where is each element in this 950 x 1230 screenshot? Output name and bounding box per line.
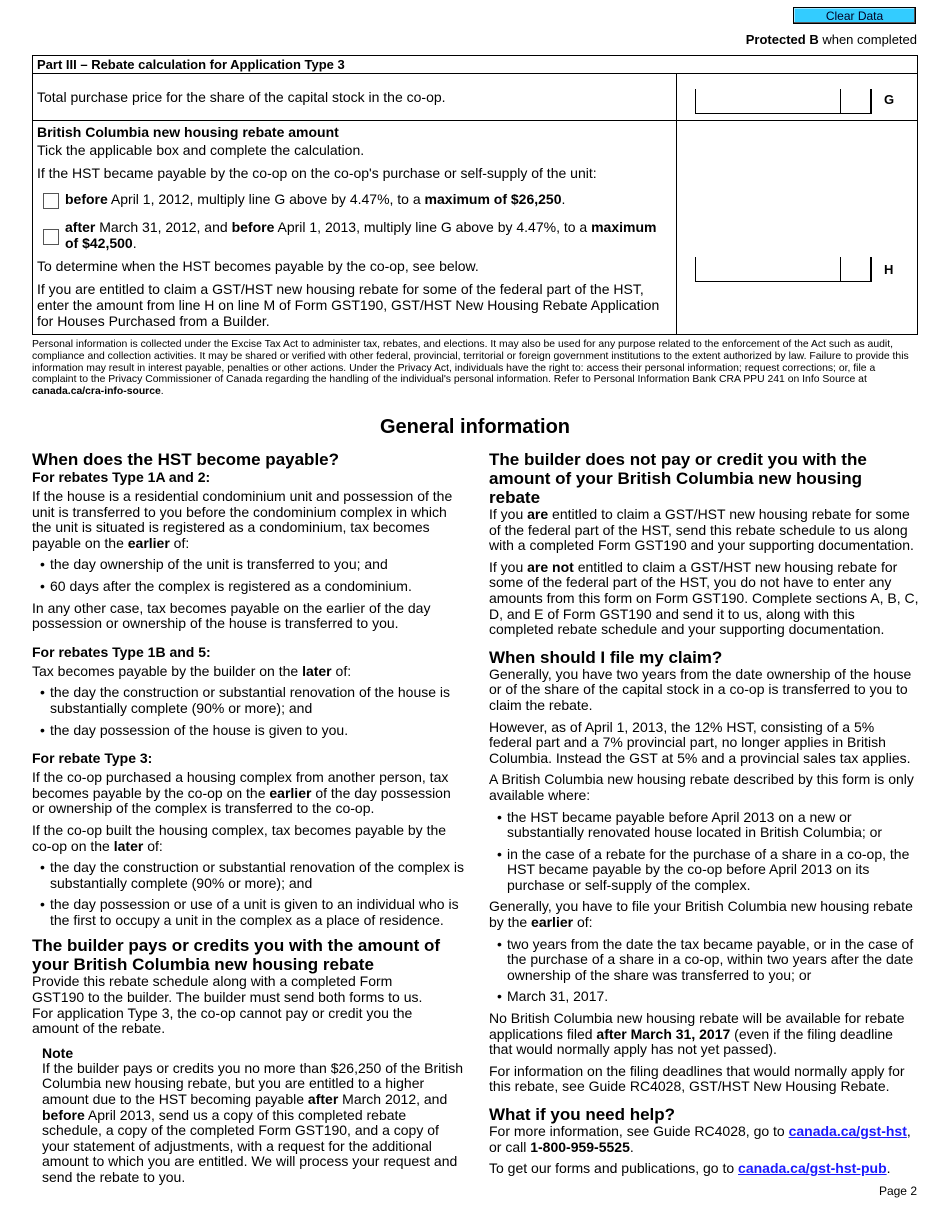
opt1-text1: April 1, 2012, multiply line G above by 4.47%, to a xyxy=(107,191,425,207)
need-help-heading: What if you need help? xyxy=(489,1105,676,1124)
type-1a-2-list xyxy=(40,557,464,594)
type-1a-2-text xyxy=(32,489,464,551)
note-d: before xyxy=(42,1106,85,1123)
note-title: Note xyxy=(42,1044,74,1061)
p3ba: If the co-op built the housing complex, tax becomes payable by the co-op on the xyxy=(32,821,447,854)
file-list-2 xyxy=(497,937,919,1005)
p3bb: later xyxy=(113,837,144,854)
line-h-label: H xyxy=(884,262,894,277)
file-text-5 xyxy=(489,1011,919,1058)
list-item: • March 31, 2017. xyxy=(497,989,919,1005)
ph1c: or call xyxy=(489,1138,531,1155)
note-b: after xyxy=(307,1091,339,1108)
note-a: If the builder pays or credits you no more than $26,250 of the British Columbia new housing rebate, but you are entitled to a higher amount due to the HST becoming payable xyxy=(42,1059,464,1108)
file-text-1: Generally, you have two years from the date ownership of the house or of the share of the capital stock in a co-op is transferred to you to claim the rebate. xyxy=(489,665,912,713)
list-item: • the day possession of the house is given to you. xyxy=(40,723,464,739)
type-1b-5-list xyxy=(40,685,464,738)
part3-table xyxy=(32,55,918,335)
builder-not-pay-heading: The builder does not pay or credit you with the amount of your British Columbia new housing rebate xyxy=(489,450,867,507)
type-3-built-text xyxy=(32,823,464,854)
tick-instruction: Tick the applicable box and complete the calculation. xyxy=(37,142,365,158)
type-3-purchased-text xyxy=(32,770,464,817)
determine-text: To determine when the HST becomes payable by the co-op, see below. xyxy=(37,258,479,274)
opt1-bold1: before xyxy=(65,191,108,207)
p1a2a: If the house is a residential condominium unit and possession of the unit is transferred to you before the condominium complex in which the unit is situated is registered as a condominium, tax becomes payable on the xyxy=(32,488,453,551)
phone-number: 1-800-959-5525 xyxy=(530,1138,630,1155)
gst-hst-link[interactable]: canada.ca/gst-hst xyxy=(788,1123,907,1139)
list-item: • 60 days after the complex is registered as a condominium. xyxy=(40,579,464,595)
part3-title: Part III – Rebate calculation for Application Type 3 xyxy=(33,56,917,74)
note-block xyxy=(42,1045,464,1186)
note-c: March 2012, and xyxy=(338,1091,448,1108)
file-text-4 xyxy=(489,899,919,930)
when-file-heading: When should I file my claim? xyxy=(489,647,723,667)
left-column xyxy=(32,450,464,1192)
option-after-2012 xyxy=(65,219,665,251)
list-item: • the HST became payable before April 2013 on a new or substantially renovated house located in British Columbia; or xyxy=(497,810,919,841)
bc-rebate-heading: British Columbia new housing rebate amount xyxy=(37,124,339,140)
note-e: April 2013, send us a copy of this completed rebate schedule, a copy of the completed Form GST190, and a copy of your statement of adjustments, with a request for the additional amount to which you are entitled. We will process your request and send the rebate to you. xyxy=(42,1106,458,1185)
p1b5a: Tax becomes payable by the builder on the xyxy=(32,662,303,679)
p1b5b: later xyxy=(302,662,332,679)
file-text-6: For information on the filing deadlines that would normally apply for this rebate, see Guide RC4028, GST/HST New Housing Rebate. xyxy=(489,1062,905,1095)
opt2-text3: . xyxy=(132,235,137,251)
p3ab: earlier xyxy=(269,784,312,801)
privacy-text: Personal information is collected under the Excise Tax Act to administer tax, rebates, and elections. It may also be used for any purpose related to the enforcement of the Act such as audit, compliance and collection activities. It may be shared or verified with other federal, provincial, territorial or foreign government institutions to the extent authorized by law. Failure to provide this information may result in interest payable, penalties or other actions. Under the Privacy Act, individuals have the right to: access their personal information; request corrections; or, file a complaint to the Privacy Commissioner of Canada regarding the handling of the individual's personal information. Refer to Personal Information Bank CRA PPU 241 on Info Source at xyxy=(32,339,909,386)
p1a2c: of: xyxy=(169,534,190,551)
pf4c: of: xyxy=(573,914,593,931)
opt1-bold2: maximum of $26,250 xyxy=(424,191,562,207)
line-g-description: Total purchase price for the share of the capital stock in the co-op. xyxy=(37,89,446,105)
p3bc: of: xyxy=(143,837,163,854)
opt2-bold2: before xyxy=(231,219,275,235)
ph1a: For more information, see Guide RC4028, go to xyxy=(489,1123,789,1139)
page-number: Page 2 xyxy=(878,1184,917,1198)
list-item: • the day ownership of the unit is transferred to you; and xyxy=(40,557,464,573)
opt1-text2: . xyxy=(561,191,566,207)
option-before-2012 xyxy=(65,191,565,207)
type-1b-5-text xyxy=(32,664,464,680)
row-line-g xyxy=(33,74,917,121)
when-payable-heading: When does the HST become payable? xyxy=(32,450,340,469)
after-2012-checkbox[interactable] xyxy=(43,229,59,245)
protected-b-suffix: when completed xyxy=(818,32,917,47)
other-case-text: In any other case, tax becomes payable on the earlier of the day possession or ownership of the house is transferred to you. xyxy=(32,599,431,632)
line-g-label: G xyxy=(884,92,895,107)
note-text xyxy=(42,1061,464,1186)
opt2-text1: March 31, 2012, and xyxy=(95,219,232,235)
builder-pays-text: Provide this rebate schedule along with a completed Form GST190 to the builder. The builder must send both forms to us. For application Type 3, the co-op cannot pay or credit you the amount of the rebate. xyxy=(32,973,423,1037)
ph1b: , xyxy=(906,1123,911,1139)
pnot-c: entitled to claim a GST/HST new housing rebate for some of the federal part of the HST, you do not have to enter any amounts from this form on Form GST190. Complete sections A, B, C, D, and E of Form GST190 and send it to us, along with this completed rebate schedule and your supporting documentation. xyxy=(489,558,919,638)
p3ac: of the day possession or ownership of the complex is transferred to the co-op. xyxy=(32,784,451,817)
list-item: • in the case of a rebate for the purchase of a share in a co-op, the HST became payable by the co-op before April 2013 on its purchase or self-supply of the complex. xyxy=(497,847,919,894)
line-h-amount-input[interactable] xyxy=(695,257,872,282)
privacy-notice xyxy=(32,339,917,398)
p1b5c: of: xyxy=(331,662,352,679)
list-item: • the day possession or use of a unit is given to an individual who is the first to occupy a unit in the complex as a place of residence. xyxy=(40,897,464,928)
pnot-a: If you xyxy=(489,558,528,575)
pare-a: If you xyxy=(489,506,528,522)
type-3-list xyxy=(40,860,464,928)
list-item: • the day the construction or substantial renovation of the complex is substantially complete (90% or more); and xyxy=(40,860,464,891)
if-hst-text: If the HST became payable by the co-op on the co-op's purchase or self-supply of the unit: xyxy=(37,165,597,181)
protected-b-label: Protected B xyxy=(745,32,819,47)
general-information-title: General information xyxy=(379,416,571,438)
gst-hst-pub-link[interactable]: canada.ca/gst-hst-pub xyxy=(738,1160,887,1177)
clear-data-button[interactable]: Clear Data xyxy=(793,7,916,24)
help-text-1 xyxy=(489,1124,919,1155)
not-entitled-text xyxy=(489,560,919,638)
file-text-2: However, as of April 1, 2013, the 12% HST, consisting of a 5% federal part and a 7% provincial part, no longer applies in British Columbia. Instead the GST at 5% and a provincial sales tax applies. xyxy=(489,718,911,766)
are-entitled-text xyxy=(489,507,919,554)
line-g-amount-input[interactable] xyxy=(695,89,872,114)
right-column xyxy=(489,450,919,1183)
ph2b: . xyxy=(886,1160,891,1177)
pare-c: entitled to claim a GST/HST new housing rebate for some of the federal part of the HST, send this rebate schedule to us along with a completed Form GST190 and your supporting documentation. xyxy=(489,506,914,554)
type-3-heading: For rebate Type 3: xyxy=(32,750,153,767)
file-list-1 xyxy=(497,810,919,894)
pf4b: earlier xyxy=(531,914,574,931)
pf5a: No British Columbia new housing rebate will be available for rebate applications filed xyxy=(489,1010,905,1042)
list-item: • two years from the date the tax became payable, or in the case of the purchase of a share in a co-op, within two years after the date ownership of the share was transferred to you; or xyxy=(497,937,919,984)
opt2-text2: April 1, 2013, multiply line G above by 4.47%, to a xyxy=(274,219,592,235)
entitled-text: If you are entitled to claim a GST/HST new housing rebate for some of the federal part of the HST, enter the amount from line H on line M of Form GST190, GST/HST New Housing Rebate Application for Houses Purchased from a Builder. xyxy=(37,281,660,329)
p1a2b: earlier xyxy=(127,534,170,551)
type-1b-5-heading: For rebates Type 1B and 5: xyxy=(32,643,211,660)
row-line-h xyxy=(33,121,917,334)
opt2-bold1: after xyxy=(65,219,96,235)
pf5b: after March 31, 2017 xyxy=(596,1025,731,1042)
privacy-end: . xyxy=(160,386,164,398)
builder-pays-heading: The builder pays or credits you with the amount of your British Columbia new housing rebate xyxy=(32,936,441,975)
protected-b-notice xyxy=(746,32,917,47)
privacy-link[interactable]: canada.ca/cra-info-source xyxy=(32,386,161,398)
file-text-3: A British Columbia new housing rebate described by this form is only available where: xyxy=(489,771,914,803)
list-item: • the day the construction or substantial renovation of the house is substantially complete (90% or more); and xyxy=(40,685,464,716)
p3aa: If the co-op purchased a housing complex from another person, tax becomes payable by the co-op on the xyxy=(32,769,449,801)
pf5c: (even if the filing deadline that would normally apply has not yet passed). xyxy=(489,1025,893,1058)
pnot-b: are not xyxy=(527,558,574,575)
pf4a: Generally, you have to file your British Columbia new housing rebate by the xyxy=(489,898,913,931)
before-2012-checkbox[interactable] xyxy=(43,193,59,209)
pare-b: are xyxy=(527,506,549,522)
opt2-bold3: maximum of $42,500 xyxy=(65,219,657,251)
help-text-2 xyxy=(489,1161,919,1177)
type-1a-2-heading: For rebates Type 1A and 2: xyxy=(32,469,211,485)
ph1d: . xyxy=(629,1138,634,1155)
ph2a: To get our forms and publications, go to xyxy=(489,1160,739,1177)
